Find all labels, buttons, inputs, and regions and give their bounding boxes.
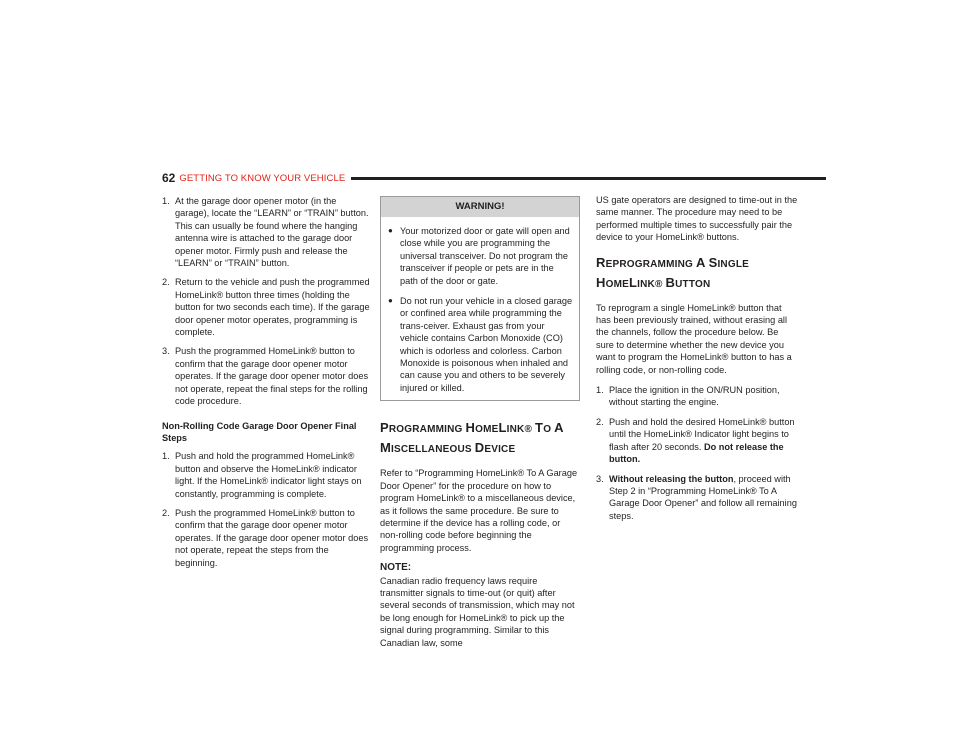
column-1 [162,195,370,576]
warning-text: Do not run your vehicle in a closed garage or confined area while programming the trans-ceiver. Exhaust gas from your vehicle contains Carbon Monoxide (CO) which is odorless and colorless. Carbon Monoxide is poisonous when inhaled and can cause you and others to be severely injured or killed. [400,296,573,393]
step-text: Push and hold the desired HomeLink® button until the HomeLink® Indicator light begins to flash after 20 seconds. Do not release the button. [609,416,795,465]
non-rolling-code-steps [162,450,370,569]
section-heading-reprogramming: REPROGRAMMING A SINGLE HOMELINK® BUTTON [596,254,749,290]
bullet-icon: ● [388,296,393,306]
header-rule [351,177,826,180]
column-3 [596,194,798,529]
step-number: 2. [596,416,604,427]
reprogram-steps [596,384,798,522]
body-paragraph-continued: US gate operators are designed to time-out in the same manner. The procedure may need to be performed multiple times to successfully pair the device to your HomeLink® buttons. [596,195,798,243]
warning-item [387,295,573,394]
list-item [162,507,370,569]
step-number: 3. [162,346,170,357]
step-text: Push the programmed HomeLink® button to confirm that the garage door opener motor operates. If the garage door opener motor does not operate, repeat the final steps for the rolling code procedure. [175,346,369,407]
warning-item [387,225,573,287]
step-number: 2. [162,277,170,288]
list-item [162,276,370,338]
step-number: 1. [162,196,170,206]
warning-title: WARNING! [381,197,579,217]
section-heading-misc-device: PROGRAMMING HOMELINK® TO A MISCELLANEOUS DEVICE [380,420,564,456]
step-number: 2. [162,507,170,518]
list-item [596,384,798,409]
step-number: 1. [162,451,170,462]
list-item [596,473,798,523]
body-paragraph: To reprogram a single HomeLink® button that has been previously trained, without erasing all the channels, follow the procedure below. Be sure to determine whether the new device you want to program the HomeLink® button to has a rolling code, or non-rolling code. [596,302,792,375]
warning-body [381,217,579,400]
step-number: 1. [596,385,604,396]
note-text: Canadian radio frequency laws require transmitter signals to time-out (or quit) after several seconds of transmission, which may not be long enough for HomeLink® to pick up the signal during programming. Similar to this Canadian law, some [380,575,575,648]
page-header [162,171,826,185]
list-item [162,195,370,269]
list-item [596,416,798,466]
bullet-icon: ● [388,226,393,235]
rolling-code-steps [162,195,370,408]
list-item [162,345,370,407]
step-text: At the garage door opener motor (in the garage), locate the “LEARN” or “TRAIN” button. This can usually be found where the hanging antenna wire is attached to the garage door opener motor. Firmly push and release the “LEARN” or “TRAIN” button. [175,196,369,269]
column-2 [380,196,580,649]
subheading-non-rolling: Non-Rolling Code Garage Door Opener Final Steps [162,420,357,443]
note-label: NOTE: [380,562,412,574]
step-text: Place the ignition in the ON/RUN position, without starting the engine. [609,385,780,408]
section-title: GETTING TO KNOW YOUR VEHICLE [179,172,346,184]
warning-text: Your motorized door or gate will open and close while you are programming the universal transceiver. Do not program the transceiver if people or pets are in the path of the door or gate. [400,226,570,286]
warning-box [380,196,580,401]
list-item [162,450,370,500]
step-text: Return to the vehicle and push the programmed HomeLink® button three times (holding the button for two seconds each time). If the garage door opener motor operates, programming is complete. [175,277,370,338]
page-number: 62 [162,171,176,185]
step-number: 3. [596,473,604,484]
body-paragraph: Refer to “Programming HomeLink® To A Garage Door Opener” for the procedure on how to program HomeLink® to a miscellaneous device, as it follows the same procedure. Be sure to determine if the device has a rolling code, or non-rolling code before beginning the programming process. [380,468,578,553]
step-text: Without releasing the button, proceed with Step 2 in “Programming HomeLink® To A Garage Door Opener” and follow all remaining steps. [609,473,797,521]
step-text: Push and hold the programmed HomeLink® button and observe the HomeLink® indicator light. If the HomeLink® indicator light stays on constantly, programming is complete. [175,451,362,499]
step-text: Push the programmed HomeLink® button to confirm that the garage door opener motor operates. If the garage door opener motor does not operate, repeat the steps from the beginning. [175,507,369,568]
